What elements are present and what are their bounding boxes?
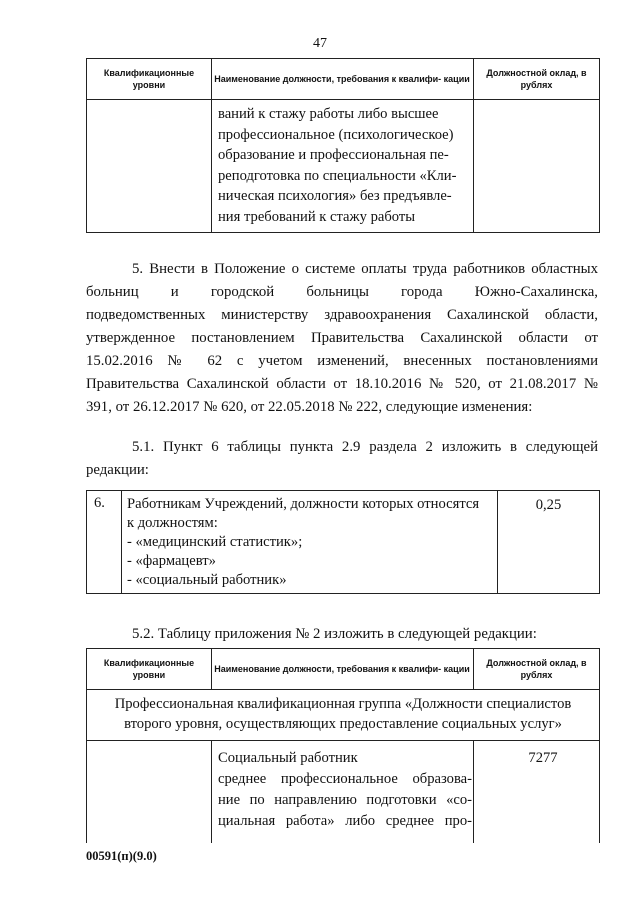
paragraph-5-2: 5.2. Таблицу приложения № 2 изложить в следующей редакции:: [132, 626, 537, 642]
header-salary: Должностной оклад, в рублях: [486, 68, 587, 90]
header-position-name-2: Наименование должности, требования к квалифи- кации: [214, 664, 470, 674]
item-6-value: 0,25: [535, 497, 562, 513]
top-table-header: [86, 58, 600, 100]
position-text: Социальный работник среднее профессиональное образова- ние по направлению подготовки «со- циальная работа» либо среднее про-: [218, 750, 472, 829]
footer-code: 00591(п)(9.0): [86, 849, 157, 863]
header-salary-2: Должностной оклад, в рублях: [486, 658, 587, 680]
top-table-position-text: ваний к стажу работы либо высшее профессиональное (психологическое) образование и профессиональная пе- реподготовка по специальности «Кли- ническая психология» без предъявле- ния требований к стажу работы: [218, 106, 457, 225]
paragraph-5-1: 5.1. Пункт 6 таблицы пункта 2.9 раздела 2 изложить в следующей редакции:: [86, 439, 598, 478]
item-6-number: 6.: [94, 495, 105, 511]
header-position-name: Наименование должности, требования к квалифи- кации: [214, 74, 470, 84]
bottom-table-header: [86, 648, 600, 690]
header-qual-levels: Квалификационные уровни: [103, 68, 195, 90]
group-title: Профессиональная квалификационная группа «Должности специалистов второго уровня, осуществляющих предоставление социальных услуг»: [114, 696, 572, 732]
position-salary: 7277: [528, 750, 558, 766]
header-qual-levels-2: Квалификационные уровни: [103, 658, 195, 680]
page-number: 47: [313, 36, 327, 51]
paragraph-5: 5. Внести в Положение о системе оплаты труда работников областных больниц и городской больницы города Южно-Сахалинска, подведомственных министерству здравоохранения Сахалинской области, утвержденное постановлением Правительства Сахалинской области от 15.02.2016 № 62 с учетом изменений, внесенных постановлениями Правительства Сахалинской области от 18.10.2016 № 520, от 21.08.2017 № 391, от 26.12.2017 № 620, от 22.05.2018 № 222, следующие изменения:: [86, 261, 598, 415]
item-6-text: Работникам Учреждений, должности которых относятся к должностям: - «медицинский статистик»; - «фармацевт» - «социальный работник»: [127, 496, 480, 588]
